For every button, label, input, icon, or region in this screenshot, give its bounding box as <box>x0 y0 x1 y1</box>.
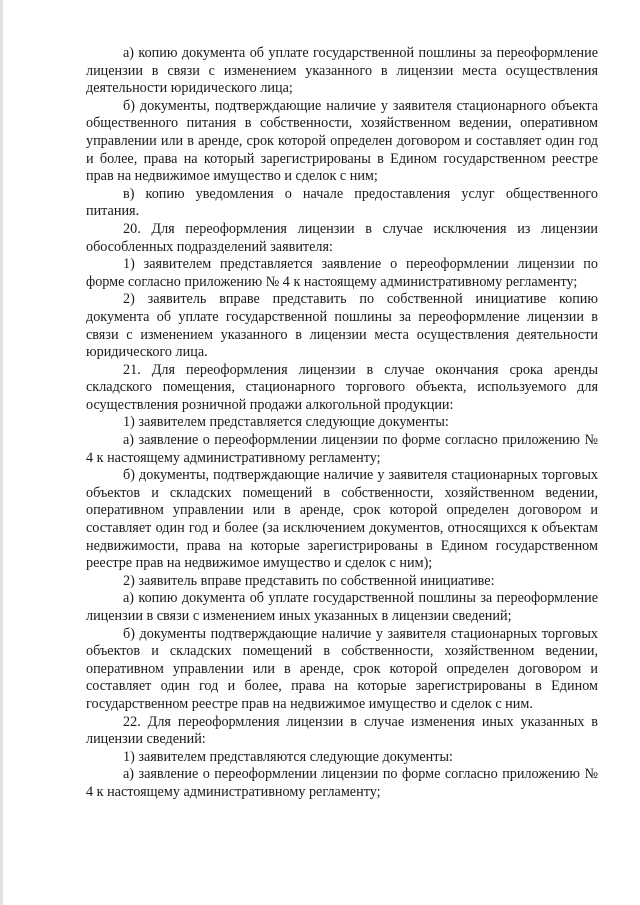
paragraph: 20. Для переоформления лицензии в случае исключения из лицензии обособленных подразделений заявителя: <box>86 220 598 255</box>
paragraph: а) копию документа об уплате государственной пошлины за переоформление лицензии в связи с изменением указанного в лицензии места осуществления деятельности юридического лица; <box>86 45 598 97</box>
paragraph: б) документы, подтверждающие наличие у заявителя стационарных торговых объектов и складских помещений в собственности, хозяйственном ведении, оперативном управлении или в аренде, срок которой определен договором и составляет один год и более (за исключением документов, относящихся к объектам недвижимости, права на которые зарегистрированы в Едином государственном реестре прав на недвижимое имущество и сделок с ним); <box>86 467 598 572</box>
paragraph: 1) заявителем представляются следующие документы: <box>123 748 453 765</box>
paragraph: а) заявление о переоформлении лицензии по форме согласно приложению № 4 к настоящему административному регламенту; <box>86 432 598 466</box>
paragraph: 2) заявитель вправе представить по собственной инициативе: <box>123 572 495 589</box>
paragraph: 22. Для переоформления лицензии в случае изменения иных указанных в лицензии сведений: <box>86 713 598 748</box>
paragraph: 1) заявителем представляется заявление о переоформлении лицензии по форме согласно приложению № 4 к настоящему административному регламенту; <box>86 256 598 290</box>
paragraph: 2) заявитель вправе представить по собственной инициативе копию документа об уплате государственной пошлины за переоформление лицензии в связи с изменением указанного в лицензии места осуществления деятельности юридического лица. <box>86 291 598 361</box>
paragraph: 1) заявителем представляется следующие документы: <box>123 414 449 431</box>
paragraph: б) документы подтверждающие наличие у заявителя стационарных торговых объектов и складских помещений в собственности, хозяйственном ведении, оперативном управлении или в аренде, срок которой определен договором и составляет один год и более, права на которые зарегистрированы в Едином государственном реестре прав на недвижимое имущество и сделок с ним. <box>86 625 598 712</box>
page-edge <box>0 0 3 905</box>
paragraph: 21. Для переоформления лицензии в случае окончания срока аренды складского помещения, стационарного торгового объекта, используемого для осуществления розничной продажи алкогольной продукции: <box>86 361 598 413</box>
document-body <box>86 45 598 802</box>
paragraph: а) заявление о переоформлении лицензии по форме согласно приложению № 4 к настоящему административному регламенту; <box>86 766 598 800</box>
paragraph: б) документы, подтверждающие наличие у заявителя стационарного объекта общественного питания в собственности, хозяйственном ведении, оперативном управлении или в аренде, срок которой определен договором и составляет один год и более, права на который зарегистрированы в Едином государственном реестре прав на недвижимое имущество и сделок с ним; <box>86 97 598 185</box>
paragraph: в) копию уведомления о начале предоставления услуг общественного питания. <box>86 185 598 220</box>
paragraph: а) копию документа об уплате государственной пошлины за переоформление лицензии в связи с изменением иных указанных в лицензии сведений; <box>86 590 598 624</box>
